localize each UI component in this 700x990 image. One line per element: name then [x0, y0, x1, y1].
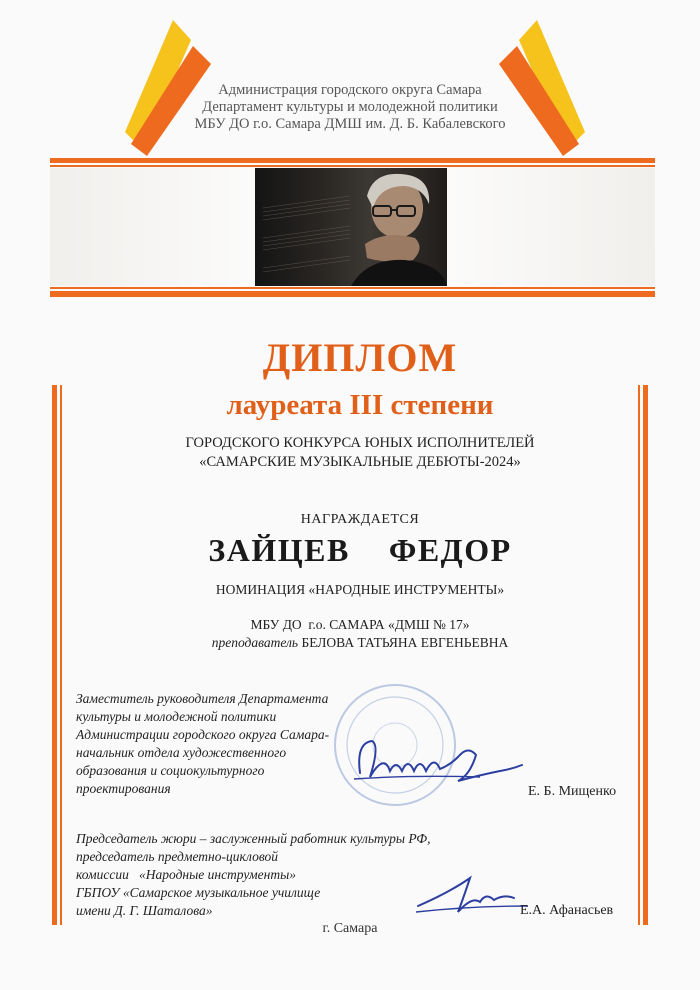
right-side-bar-outer: [643, 385, 648, 925]
diploma-title: ДИПЛОМ: [262, 335, 458, 380]
awarded-label: НАГРАЖДАЕТСЯ: [300, 512, 420, 527]
signer-2-title-line: Председатель жюри – заслуженный работник культуры РФ,: [76, 831, 431, 846]
signer-2-title-line: председатель предметно-цикловой: [76, 849, 279, 864]
recipient-name: ЗАЙЦЕВ ФЕДОР: [208, 532, 512, 568]
portrait-photo: [255, 168, 447, 286]
signer-1-title-line: начальник отдела художественного: [76, 745, 287, 760]
teacher-line: [130, 635, 590, 651]
signer-2-name: Е.А. Афанасьев: [520, 903, 614, 918]
city-label: г. Самара: [322, 921, 378, 936]
contest-line-1: ГОРОДСКОГО КОНКУРСА ЮНЫХ ИСПОЛНИТЕЛЕЙ: [185, 435, 535, 451]
teacher-name: БЕЛОВА ТАТЬЯНА ЕВГЕНЬЕВНА: [301, 635, 509, 650]
org-line-school: МБУ ДО г.о. Самара ДМШ им. Д. Б. Кабалевского: [194, 116, 506, 132]
top-stripe-thick: [50, 158, 655, 163]
signer-2-title-line: имени Д. Г. Шаталова»: [76, 903, 213, 918]
top-stripe-thin: [50, 165, 655, 167]
left-side-bar-outer: [52, 385, 57, 925]
signer-1-name: Е. Б. Мищенко: [528, 784, 617, 799]
signer-1-title-line: образования и социокультурного: [76, 763, 265, 778]
left-side-bar-inner: [60, 385, 62, 925]
signer-1-title: [76, 690, 356, 798]
nomination: НОМИНАЦИЯ «НАРОДНЫЕ ИНСТРУМЕНТЫ»: [215, 582, 505, 597]
signer-2-title-line: ГБПОУ «Самарское музыкальное училище: [76, 885, 321, 900]
signer-1-title-line: Заместитель руководителя Департамента: [76, 691, 329, 706]
bottom-stripe-thin: [50, 287, 655, 289]
bottom-stripe-thick: [50, 291, 655, 297]
signer-1-title-line: Администрации городского округа Самара-: [76, 727, 330, 742]
signature-1: [350, 735, 530, 795]
org-line-administration: Администрация городского округа Самара: [218, 82, 482, 98]
teacher-label: преподаватель: [211, 635, 299, 650]
contest-line-2: «САМАРСКИЕ МУЗЫКАЛЬНЫЕ ДЕБЮТЫ-2024»: [199, 454, 521, 470]
school-name: МБУ ДО г.о. САМАРА «ДМШ № 17»: [250, 617, 470, 632]
signer-1-title-line: проектирования: [76, 781, 171, 796]
right-side-bar-inner: [638, 385, 640, 925]
org-line-department: Департамент культуры и молодежной политики: [202, 99, 498, 115]
diploma-degree: лауреата III степени: [226, 389, 494, 421]
signer-2-title: [76, 830, 436, 920]
signer-2-title-line: комиссии «Народные инструменты»: [76, 867, 296, 882]
signer-1-title-line: культуры и молодежной политики: [76, 709, 277, 724]
